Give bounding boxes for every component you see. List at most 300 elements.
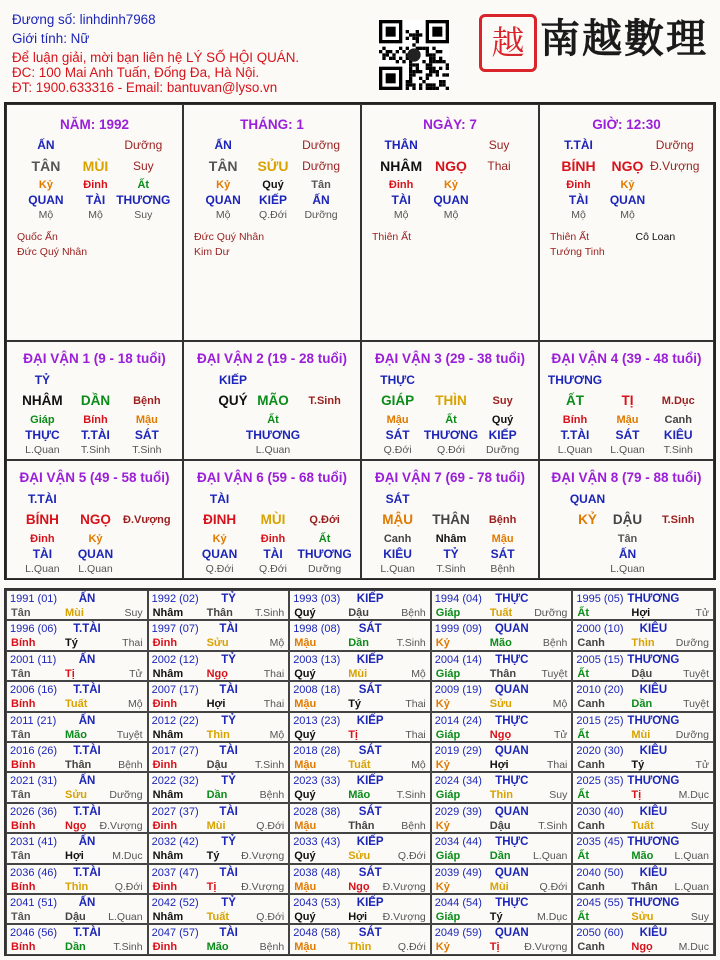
year-label: 2035 (45) bbox=[576, 836, 624, 849]
year-cell[interactable] bbox=[431, 651, 573, 681]
year-branch: Dậu bbox=[206, 759, 228, 771]
year-label: 2023 (33) bbox=[293, 775, 341, 788]
year-cell[interactable] bbox=[6, 742, 148, 772]
year-stem: Canh bbox=[577, 637, 605, 650]
year-branch: Mão bbox=[631, 850, 654, 863]
year-cell[interactable] bbox=[148, 620, 290, 650]
year-stem: Canh bbox=[577, 941, 605, 954]
year-branch: Mùi bbox=[206, 819, 226, 832]
year-god: KIÊU bbox=[639, 866, 668, 879]
year-cell[interactable] bbox=[148, 864, 290, 894]
year-cell[interactable] bbox=[431, 894, 573, 924]
year-god: TỶ bbox=[221, 714, 236, 727]
year-stem: Nhâm bbox=[152, 667, 184, 680]
dai-van-title: ĐẠI VẬN 5 (49 - 58 tuổi) bbox=[19, 470, 170, 485]
dai-van-hidden-stem: Kỷ bbox=[88, 533, 103, 545]
year-cell[interactable] bbox=[6, 681, 148, 711]
year-label: 1999 (09) bbox=[434, 623, 482, 636]
dai-van-hidden-god: THƯƠNG bbox=[423, 428, 479, 442]
year-label: 2025 (35) bbox=[576, 775, 624, 788]
year-label: 1991 (01) bbox=[10, 593, 58, 605]
dai-van-hidden-god: T.TÀI bbox=[560, 428, 590, 442]
year-stem: Quý bbox=[294, 728, 316, 741]
pillar-title: THÁNG: 1 bbox=[240, 117, 304, 132]
year-branch: Tý bbox=[348, 698, 362, 711]
pillar-star: Đức Quý Nhân bbox=[194, 231, 265, 243]
dai-van-god: QUAN bbox=[569, 492, 606, 506]
year-label: 2005 (15) bbox=[576, 653, 624, 666]
year-stem: Bính bbox=[11, 819, 36, 832]
hidden-stage: Mộ bbox=[620, 209, 635, 221]
hidden-stage: Mộ bbox=[443, 209, 459, 221]
contact-line: Để luận giải, mời bạn liên hệ LÝ SỐ HỘI QUÁN. bbox=[12, 50, 300, 65]
year-stage: Q.Đới bbox=[256, 819, 285, 832]
year-stage: Suy bbox=[124, 607, 143, 619]
pillar-star: Tướng Tinh bbox=[550, 246, 605, 258]
year-stem: Đinh bbox=[152, 637, 178, 650]
year-god: QUAN bbox=[494, 684, 529, 697]
dai-van-hidden-god: QUAN bbox=[201, 547, 238, 561]
pillar-top-god: THÂN bbox=[384, 138, 418, 152]
year-stage: Suy bbox=[690, 819, 709, 832]
year-cell[interactable] bbox=[6, 590, 148, 620]
year-stage: L.Quan bbox=[674, 850, 709, 863]
year-cell[interactable] bbox=[431, 590, 573, 620]
dai-van-hidden-stem: Mậu bbox=[386, 414, 409, 426]
year-cell[interactable] bbox=[6, 833, 148, 863]
hidden-stage: Mộ bbox=[571, 209, 586, 221]
year-cell[interactable] bbox=[148, 803, 290, 833]
year-label: 2000 (10) bbox=[576, 623, 624, 636]
year-stage: Thai bbox=[122, 637, 143, 650]
year-god: THỰC bbox=[495, 897, 529, 909]
year-branch: Tị bbox=[489, 941, 500, 954]
year-god: T.TÀI bbox=[73, 684, 101, 697]
year-stem: Mậu bbox=[294, 941, 317, 954]
year-label: 2019 (29) bbox=[434, 745, 482, 757]
year-god: THỰC bbox=[495, 836, 529, 849]
hidden-stem: Quý bbox=[262, 179, 284, 191]
year-stage: T.Sinh bbox=[113, 941, 143, 954]
year-stage: Q.Đới bbox=[539, 880, 568, 893]
pillar-branch: NGỌ bbox=[611, 158, 644, 174]
year-stage: T.Sinh bbox=[396, 789, 426, 802]
year-stage: T.Sinh bbox=[255, 607, 285, 619]
dai-van-god: SÁT bbox=[385, 492, 410, 506]
year-branch: Hợi bbox=[206, 698, 226, 711]
dai-van-hidden-stage: Q.Đới bbox=[383, 444, 412, 456]
year-branch: Mùi bbox=[631, 728, 651, 741]
year-god: TÀI bbox=[219, 745, 238, 757]
year-branch: Mùi bbox=[65, 607, 84, 619]
dai-van-hidden-stage: L.Quan bbox=[25, 444, 60, 456]
year-cell[interactable] bbox=[572, 681, 714, 711]
year-stage: M.Dục bbox=[537, 911, 568, 923]
year-god: KIẾP bbox=[356, 897, 384, 909]
hidden-god: TÀI bbox=[568, 193, 589, 207]
year-cell[interactable] bbox=[6, 894, 148, 924]
year-god: KIẾP bbox=[356, 775, 384, 788]
year-stage: Đ.Vượng bbox=[524, 941, 568, 954]
hidden-stem: Kỷ bbox=[443, 179, 459, 191]
pillar-title: GIỜ: 12:30 bbox=[592, 117, 661, 132]
year-label: 1996 (06) bbox=[10, 623, 58, 636]
year-god: TÀI bbox=[219, 684, 238, 697]
year-label: 2014 (24) bbox=[434, 714, 482, 727]
year-stem: Giáp bbox=[435, 850, 461, 863]
year-branch: Thân bbox=[65, 759, 92, 771]
dai-van-title: ĐẠI VẬN 3 (29 - 38 tuổi) bbox=[374, 351, 526, 366]
year-stage: Bệnh bbox=[401, 819, 426, 832]
year-branch: Ngọ bbox=[206, 667, 228, 680]
year-branch: Sửu bbox=[65, 789, 88, 802]
year-branch: Thìn bbox=[631, 637, 655, 650]
dai-van-cell bbox=[361, 341, 539, 460]
year-branch: Ngọ bbox=[65, 819, 87, 832]
year-cell[interactable] bbox=[148, 681, 290, 711]
year-stage: Thai bbox=[405, 728, 426, 741]
year-cell[interactable] bbox=[289, 864, 431, 894]
year-stem: Canh bbox=[577, 759, 605, 771]
hidden-stem: Đinh bbox=[566, 179, 591, 191]
pillar-branch-stage: Đ.Vượng bbox=[650, 159, 700, 173]
pillar-cell bbox=[539, 104, 714, 341]
hidden-god: QUAN bbox=[433, 193, 469, 207]
year-stage: L.Quan bbox=[108, 911, 143, 923]
year-stage: Mộ bbox=[552, 698, 568, 711]
year-cell[interactable] bbox=[6, 864, 148, 894]
year-stem: Tân bbox=[11, 728, 31, 741]
year-cell[interactable] bbox=[431, 833, 573, 863]
year-cell[interactable] bbox=[148, 772, 290, 802]
year-stage: Bệnh bbox=[118, 759, 143, 771]
dai-van-god: KIẾP bbox=[218, 373, 248, 387]
year-cell[interactable] bbox=[431, 742, 573, 772]
dai-van-hidden-stage: Q.Đới bbox=[259, 563, 287, 575]
year-cell[interactable] bbox=[289, 833, 431, 863]
year-cell[interactable] bbox=[572, 590, 714, 620]
year-cell[interactable] bbox=[148, 712, 290, 742]
year-label: 2046 (56) bbox=[10, 927, 58, 940]
year-stage: Dưỡng bbox=[109, 789, 143, 802]
year-cell[interactable] bbox=[148, 833, 290, 863]
dai-van-title: ĐẠI VẬN 8 (79 - 88 tuổi) bbox=[551, 470, 702, 485]
hidden-stem: Ất bbox=[137, 179, 150, 191]
qr-pattern-icon bbox=[379, 20, 449, 90]
dai-van-hidden-god: KIÊU bbox=[383, 547, 412, 561]
pillar-stem: TÂN bbox=[31, 158, 61, 174]
year-cell[interactable] bbox=[6, 651, 148, 681]
year-stage: Tuyệt bbox=[683, 698, 709, 711]
year-label: 2050 (60) bbox=[576, 927, 624, 940]
year-god: TỶ bbox=[221, 593, 236, 605]
year-stem: Tân bbox=[11, 911, 31, 923]
dai-van-hidden-stage: Q.Đới bbox=[437, 444, 465, 456]
year-god: ẤN bbox=[78, 714, 96, 727]
year-cell[interactable] bbox=[6, 803, 148, 833]
dai-van-hidden-god: SÁT bbox=[385, 428, 410, 442]
pillar-stem: TÂN bbox=[208, 158, 238, 174]
year-label: 2006 (16) bbox=[10, 684, 58, 697]
year-label: 2026 (36) bbox=[10, 805, 58, 818]
year-stage: Tử bbox=[129, 667, 143, 680]
dai-van-hidden-stem: Mậu bbox=[135, 414, 158, 426]
hidden-god: QUAN bbox=[609, 193, 646, 207]
phone-email-line: ĐT: 1900.633316 - Email: bantuvan@lyso.vn bbox=[12, 80, 278, 95]
year-stem: Quý bbox=[294, 789, 316, 802]
year-stem: Giáp bbox=[435, 911, 461, 923]
year-branch: Thân bbox=[631, 880, 658, 893]
year-cell[interactable] bbox=[572, 924, 714, 954]
year-cell[interactable] bbox=[572, 772, 714, 802]
seal-logo: 越 bbox=[479, 14, 537, 72]
pillar-top-god: ẤN bbox=[214, 138, 232, 152]
dai-van-hidden-stem: Canh bbox=[383, 533, 412, 545]
dai-van-cell bbox=[183, 460, 361, 579]
year-branch: Dậu bbox=[489, 819, 511, 832]
year-cell[interactable] bbox=[6, 620, 148, 650]
dai-van-god: TÀI bbox=[209, 492, 230, 506]
year-stage: Q.Đới bbox=[397, 850, 426, 863]
year-stem: Đinh bbox=[152, 819, 178, 832]
dai-van-stem: ĐINH bbox=[203, 512, 237, 527]
year-god: SÁT bbox=[358, 927, 382, 940]
pillar-branch-stage: Dưỡng bbox=[302, 159, 341, 173]
dai-van-stem: BÍNH bbox=[25, 512, 59, 527]
year-branch: Dậu bbox=[348, 607, 369, 619]
year-cell[interactable] bbox=[572, 894, 714, 924]
year-label: 2047 (57) bbox=[151, 927, 199, 940]
year-label: 2022 (32) bbox=[151, 775, 199, 788]
year-stage: Tuyệt bbox=[116, 728, 143, 741]
year-cell[interactable] bbox=[572, 651, 714, 681]
year-branch: Ngọ bbox=[489, 728, 512, 741]
year-cell[interactable] bbox=[148, 742, 290, 772]
year-god: TỶ bbox=[221, 775, 236, 788]
year-branch: Tị bbox=[65, 667, 75, 680]
year-stage: Mộ bbox=[269, 728, 285, 741]
year-cell[interactable] bbox=[289, 651, 431, 681]
year-cell[interactable] bbox=[289, 803, 431, 833]
year-stage: Thai bbox=[405, 698, 426, 711]
year-label: 2021 (31) bbox=[10, 775, 58, 788]
dai-van-hidden-god: SÁT bbox=[134, 428, 159, 442]
year-god: THƯƠNG bbox=[627, 897, 680, 909]
year-cell[interactable] bbox=[289, 894, 431, 924]
year-god: SÁT bbox=[358, 805, 382, 818]
year-stem: Kỷ bbox=[435, 698, 450, 711]
dai-van-hidden-stage: T.Sinh bbox=[80, 444, 111, 456]
year-cell[interactable] bbox=[148, 894, 290, 924]
pillar-stem: BÍNH bbox=[561, 158, 596, 174]
year-god: THƯƠNG bbox=[627, 714, 680, 727]
year-cell[interactable] bbox=[6, 772, 148, 802]
year-cell[interactable] bbox=[572, 712, 714, 742]
year-stage: Đ.Vượng bbox=[382, 911, 426, 923]
year-label: 2043 (53) bbox=[293, 897, 341, 909]
year-stem: Nhâm bbox=[152, 789, 184, 802]
hidden-stage: Mộ bbox=[215, 209, 231, 221]
year-god: KIÊU bbox=[639, 623, 668, 636]
gender-line: Giới tính: Nữ bbox=[12, 31, 90, 46]
dai-van-cell bbox=[361, 460, 539, 579]
dai-van-hidden-stage: T.Sinh bbox=[132, 444, 162, 456]
year-label: 1998 (08) bbox=[293, 623, 341, 636]
dai-van-hidden-god: TÀI bbox=[263, 547, 283, 561]
year-label: 2008 (18) bbox=[293, 684, 341, 697]
dai-van-hidden-stem: Bính bbox=[83, 414, 108, 426]
year-god: TÀI bbox=[219, 927, 238, 940]
year-cell[interactable] bbox=[572, 742, 714, 772]
year-cell[interactable] bbox=[289, 590, 431, 620]
year-cell[interactable] bbox=[289, 681, 431, 711]
dai-van-hidden-god: TỶ bbox=[443, 547, 459, 561]
year-cell[interactable] bbox=[6, 924, 148, 954]
year-cell[interactable] bbox=[431, 864, 573, 894]
year-cell[interactable] bbox=[289, 620, 431, 650]
hidden-god: QUAN bbox=[205, 193, 241, 207]
dai-van-hidden-stage: L.Quan bbox=[557, 444, 593, 456]
dai-van-hidden-stage: T.Sinh bbox=[436, 563, 466, 575]
year-label: 2033 (43) bbox=[293, 836, 341, 849]
year-label: 2048 (58) bbox=[293, 927, 341, 940]
year-cell[interactable] bbox=[572, 833, 714, 863]
year-cell[interactable] bbox=[572, 864, 714, 894]
year-god: T.TÀI bbox=[73, 805, 101, 818]
year-cell[interactable] bbox=[572, 803, 714, 833]
qr-code[interactable] bbox=[379, 20, 449, 90]
year-stem: Ất bbox=[577, 789, 589, 802]
year-branch: Dần bbox=[631, 698, 653, 711]
year-stage: Tử bbox=[695, 759, 709, 771]
hidden-god: TÀI bbox=[85, 193, 106, 207]
year-stem: Bính bbox=[11, 698, 36, 711]
dai-van-cell bbox=[183, 341, 361, 460]
year-label: 2007 (17) bbox=[151, 684, 199, 697]
year-stem: Bính bbox=[11, 637, 36, 650]
year-stage: T.Sinh bbox=[396, 637, 426, 650]
dai-van-hidden-stage: Dưỡng bbox=[486, 444, 520, 456]
year-cell[interactable] bbox=[148, 590, 290, 620]
year-stem: Nhâm bbox=[152, 607, 184, 619]
year-stage: Dưỡng bbox=[675, 637, 709, 650]
year-cell[interactable] bbox=[289, 712, 431, 742]
year-stage: M.Dục bbox=[678, 789, 709, 802]
main-chart bbox=[4, 102, 716, 580]
year-cell[interactable] bbox=[572, 620, 714, 650]
year-stage: M.Dục bbox=[112, 850, 143, 863]
dai-van-cell bbox=[539, 341, 714, 460]
year-stage: Dưỡng bbox=[675, 728, 709, 741]
year-label: 2002 (12) bbox=[151, 653, 199, 666]
pillar-cell bbox=[361, 104, 539, 341]
dai-van-cell bbox=[6, 341, 183, 460]
annual-table bbox=[4, 588, 716, 956]
year-cell[interactable] bbox=[431, 681, 573, 711]
dai-van-stage: Đ.Vượng bbox=[123, 514, 171, 526]
dai-van-stage: M.Dục bbox=[661, 395, 695, 407]
year-cell[interactable] bbox=[431, 924, 573, 954]
year-stage: Tử bbox=[695, 607, 709, 619]
dai-van-god: THƯƠNG bbox=[547, 373, 603, 387]
year-branch: Mùi bbox=[489, 880, 509, 893]
year-cell[interactable] bbox=[431, 803, 573, 833]
year-stem: Nhâm bbox=[152, 911, 184, 923]
year-label: 2029 (39) bbox=[434, 805, 482, 818]
hidden-stem: Kỷ bbox=[620, 179, 635, 191]
year-cell[interactable] bbox=[6, 712, 148, 742]
dai-van-cell bbox=[539, 460, 714, 579]
year-stage: Mộ bbox=[411, 759, 426, 771]
year-god: TỶ bbox=[221, 836, 236, 849]
year-god: T.TÀI bbox=[73, 927, 101, 940]
dai-van-hidden-god: KIẾP bbox=[488, 428, 517, 442]
dai-van-hidden-stem: Tân bbox=[617, 533, 638, 545]
dai-van-hidden-stage: L.Quan bbox=[78, 563, 113, 575]
year-god: THỰC bbox=[495, 653, 529, 666]
year-stage: Tử bbox=[553, 728, 568, 741]
dai-van-hidden-stem: Quý bbox=[491, 414, 514, 426]
year-god: KIẾP bbox=[356, 593, 384, 605]
year-branch: Dần bbox=[65, 941, 86, 954]
year-branch: Mùi bbox=[348, 667, 368, 680]
year-cell[interactable] bbox=[289, 924, 431, 954]
year-cell[interactable] bbox=[289, 772, 431, 802]
dai-van-hidden-stage: L.Quan bbox=[380, 563, 415, 575]
year-branch: Hợi bbox=[65, 850, 84, 863]
year-stage: Q.Đới bbox=[397, 941, 426, 954]
dai-van-stem: ẤT bbox=[566, 393, 584, 408]
year-stem: Mậu bbox=[294, 698, 317, 711]
dai-van-hidden-god: SÁT bbox=[490, 547, 515, 561]
dai-van-branch: THÌN bbox=[435, 393, 467, 408]
hidden-stem: Đinh bbox=[83, 179, 108, 191]
year-branch: Dậu bbox=[631, 667, 653, 680]
dai-van-stage: Suy bbox=[492, 395, 513, 407]
year-cell[interactable] bbox=[431, 712, 573, 742]
dai-van-branch: DẦN bbox=[80, 393, 111, 408]
dai-van-hidden-stem: Canh bbox=[664, 414, 692, 426]
year-god: TỶ bbox=[221, 897, 236, 909]
year-cell[interactable] bbox=[431, 772, 573, 802]
year-label: 2018 (28) bbox=[293, 745, 341, 757]
year-label: 2009 (19) bbox=[434, 684, 482, 697]
year-branch: Tuất bbox=[65, 698, 88, 711]
year-branch: Tuất bbox=[489, 607, 513, 619]
pillar-branch: SỬU bbox=[257, 158, 289, 174]
year-label: 2037 (47) bbox=[151, 866, 199, 879]
dai-van-stage: Bệnh bbox=[488, 514, 517, 526]
year-cell[interactable] bbox=[148, 651, 290, 681]
year-god: THỰC bbox=[495, 593, 529, 605]
pillar-cell bbox=[183, 104, 361, 341]
hidden-stem: Tân bbox=[311, 179, 331, 191]
year-stage: Bệnh bbox=[259, 941, 285, 954]
year-stage: T.Sinh bbox=[255, 759, 285, 771]
year-cell[interactable] bbox=[289, 742, 431, 772]
year-stem: Kỷ bbox=[435, 759, 450, 771]
pillar-top-stage: Dưỡng bbox=[302, 138, 341, 152]
dai-van-branch: NGỌ bbox=[80, 512, 111, 527]
year-cell[interactable] bbox=[148, 924, 290, 954]
year-stage: Tuyệt bbox=[541, 667, 568, 680]
dai-van-hidden-god: QUAN bbox=[77, 547, 114, 561]
dai-van-hidden-stem: Ất bbox=[318, 533, 331, 545]
year-god: SÁT bbox=[358, 745, 382, 757]
year-label: 2045 (55) bbox=[576, 897, 624, 909]
dai-van-hidden-stem: Đinh bbox=[260, 533, 286, 545]
year-cell[interactable] bbox=[431, 620, 573, 650]
